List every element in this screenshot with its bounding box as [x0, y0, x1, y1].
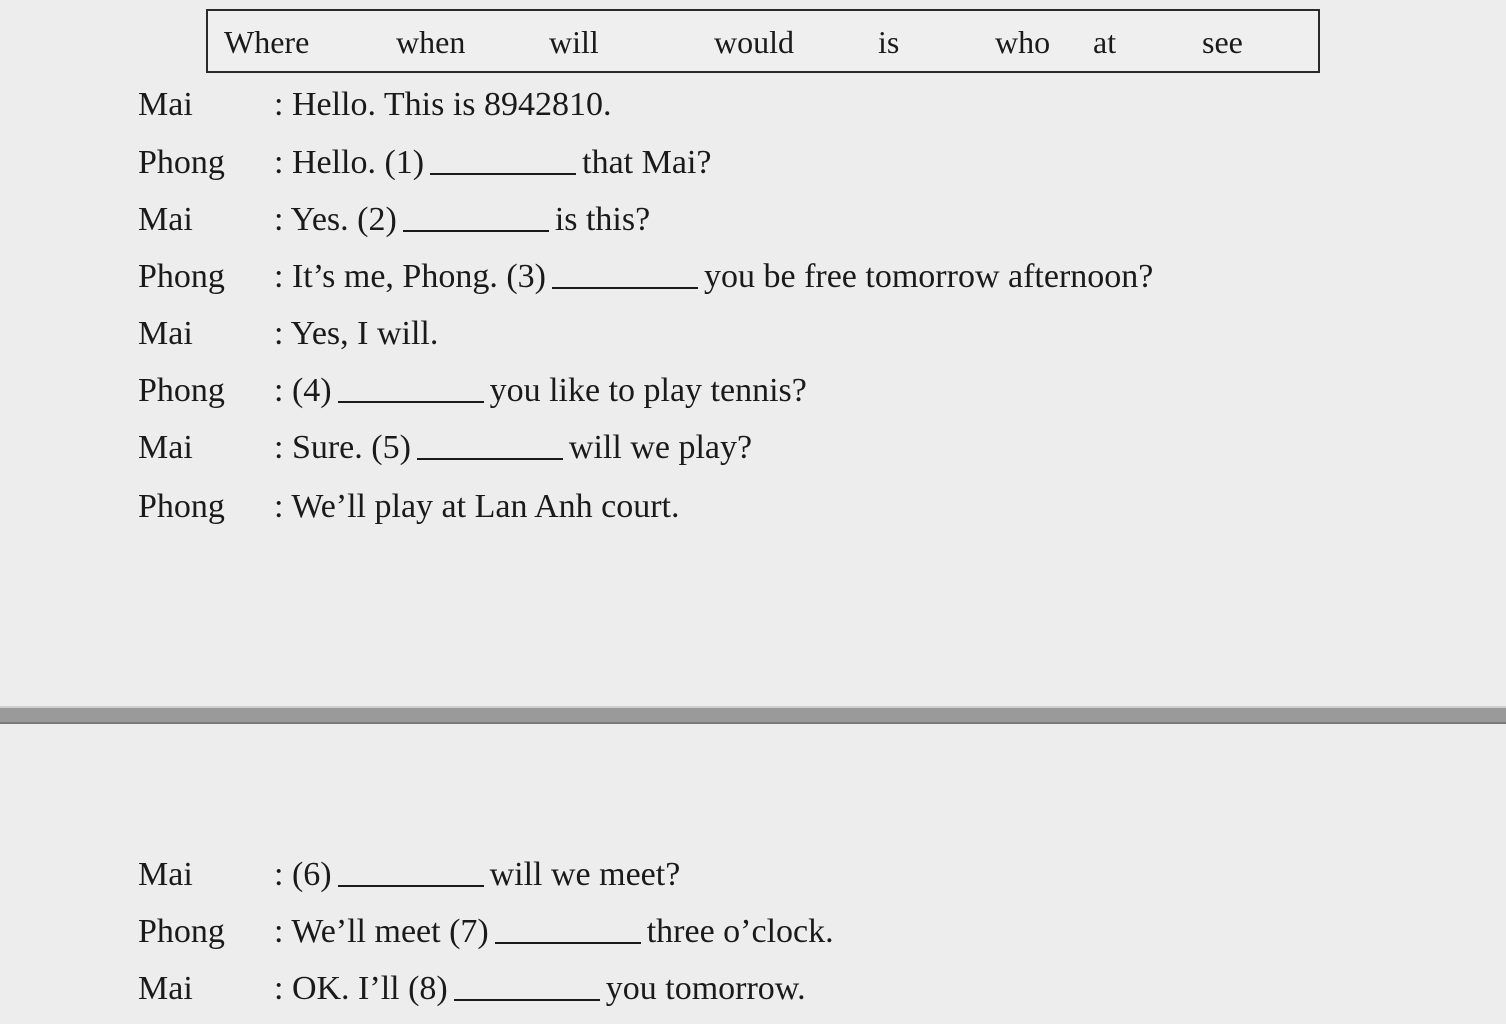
speech-text: : Yes. (2) is this? — [274, 201, 651, 238]
speech-text: : Yes, I will. — [274, 315, 439, 352]
answer-blank-6[interactable] — [338, 855, 484, 887]
speaker-name: Mai — [138, 86, 193, 123]
answer-blank-7[interactable] — [495, 912, 641, 944]
speaker-name: Phong — [138, 258, 225, 295]
speaker-name: Phong — [138, 488, 225, 525]
speaker-name: Mai — [138, 970, 193, 1007]
speaker-name: Phong — [138, 913, 225, 950]
speaker-name: Phong — [138, 372, 225, 409]
answer-blank-1[interactable] — [430, 143, 576, 175]
word-bank-word: at — [1093, 24, 1117, 60]
speech-text: : Sure. (5) will we play? — [274, 429, 753, 466]
speech-text: : It’s me, Phong. (3) you be free tomorrow afternoon? — [274, 258, 1154, 295]
speech-text: : Hello. This is 8942810. — [274, 86, 612, 123]
answer-blank-5[interactable] — [417, 428, 563, 460]
page-divider — [0, 706, 1506, 724]
speaker-name: Mai — [138, 429, 193, 466]
word-bank-word: Where — [224, 24, 310, 60]
word-bank-word: is — [878, 24, 900, 60]
word-bank-word: who — [995, 24, 1051, 60]
speech-text: : Hello. (1) that Mai? — [274, 144, 712, 181]
speech-text: : (4) you like to play tennis? — [274, 372, 807, 409]
speaker-name: Phong — [138, 144, 225, 181]
speaker-name: Mai — [138, 315, 193, 352]
speech-text: : We’ll play at Lan Anh court. — [274, 488, 680, 525]
speech-text: : OK. I’ll (8) you tomorrow. — [274, 970, 806, 1007]
answer-blank-3[interactable] — [552, 257, 698, 289]
answer-blank-2[interactable] — [403, 200, 549, 232]
word-bank-box — [206, 9, 1320, 73]
speech-text: : We’ll meet (7) three o’clock. — [274, 913, 834, 950]
word-bank-word: would — [714, 24, 794, 60]
word-bank-word: will — [549, 24, 599, 60]
answer-blank-4[interactable] — [338, 371, 484, 403]
speech-text: : (6) will we meet? — [274, 856, 681, 893]
word-bank-word: when — [396, 24, 466, 60]
speaker-name: Mai — [138, 856, 193, 893]
answer-blank-8[interactable] — [454, 969, 600, 1001]
speaker-name: Mai — [138, 201, 193, 238]
word-bank-word: see — [1202, 24, 1243, 60]
